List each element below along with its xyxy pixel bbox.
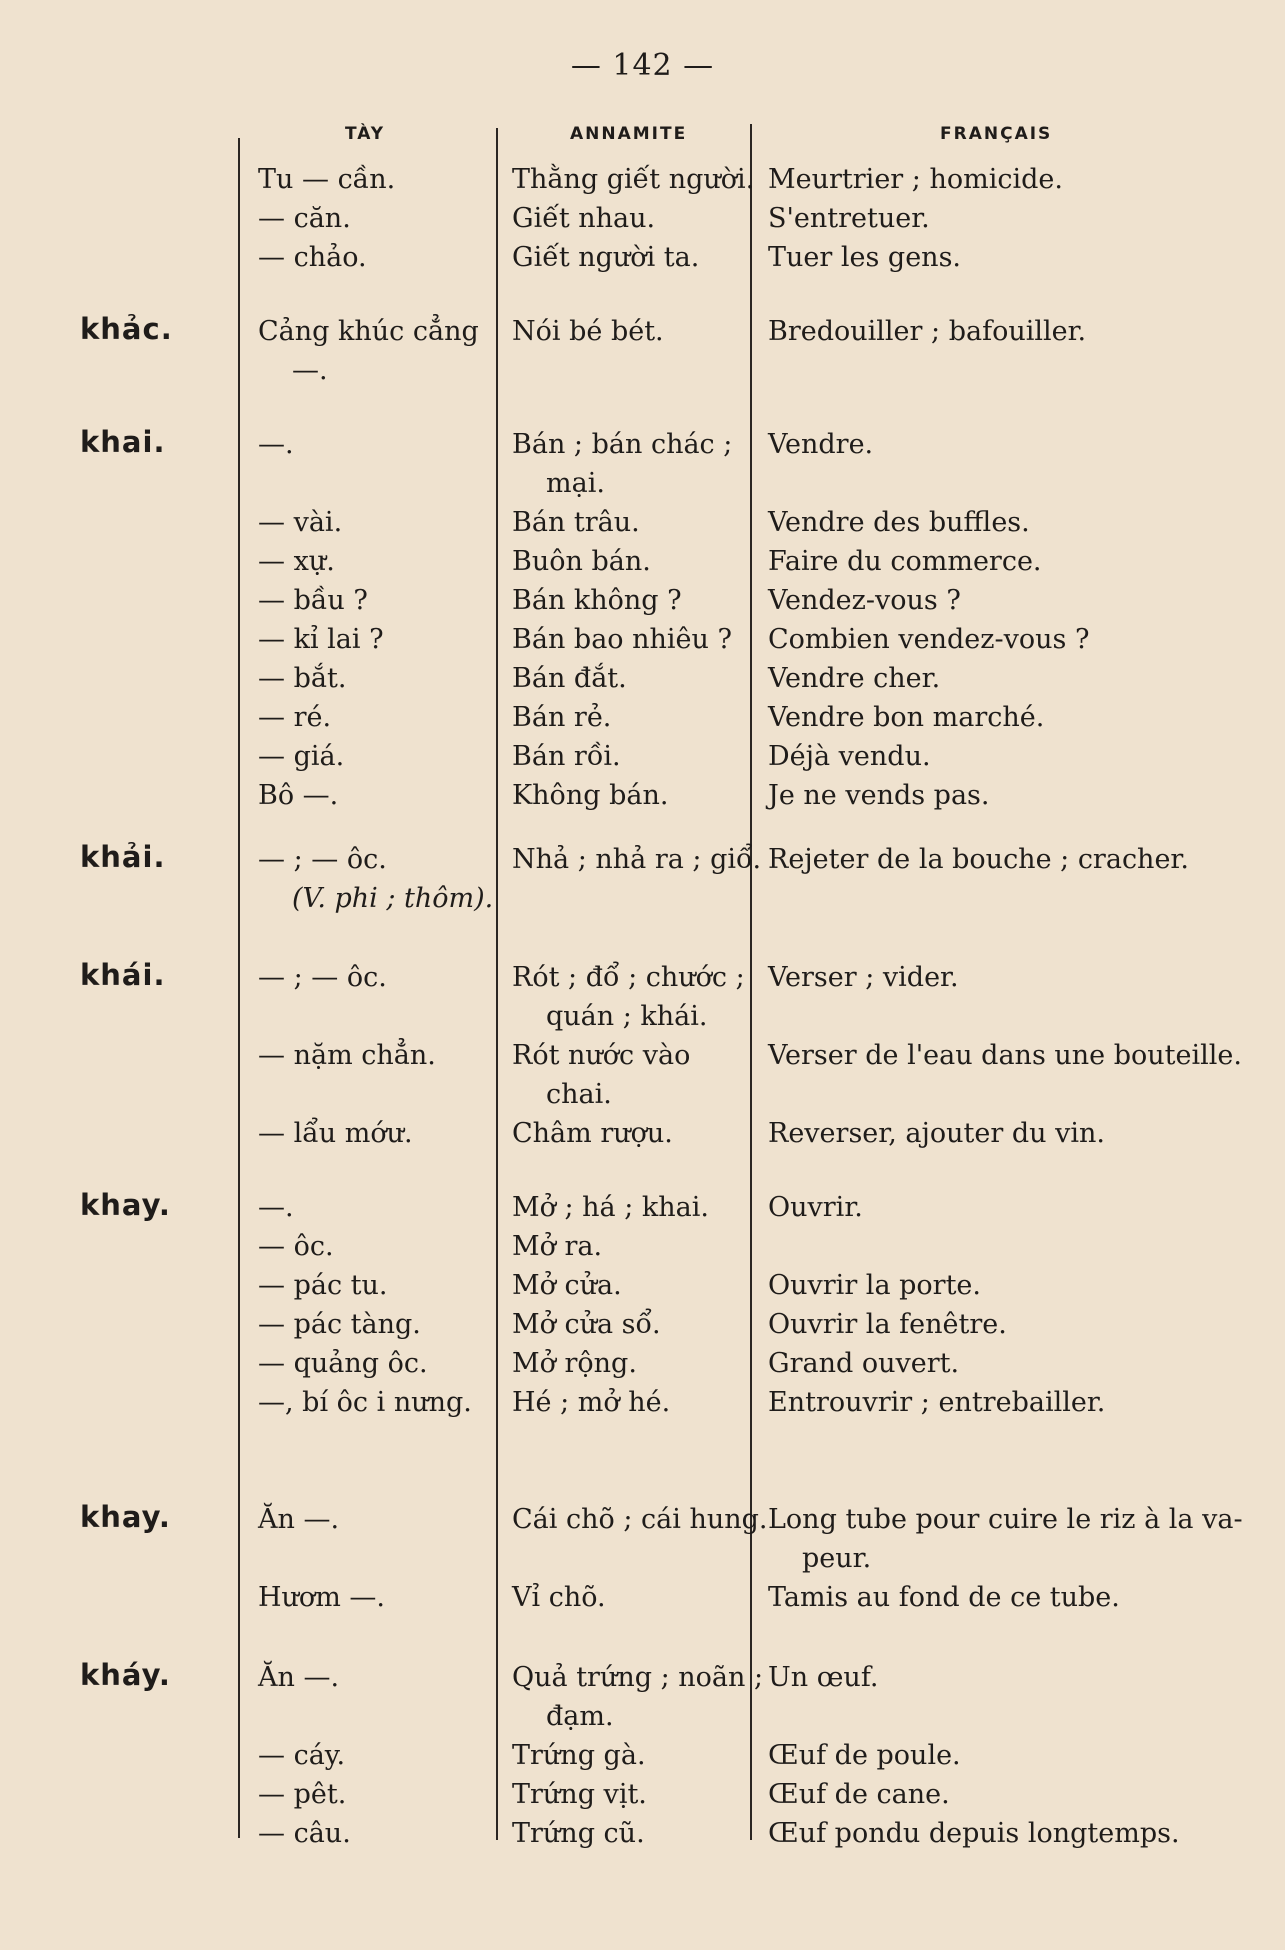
tay-term: —. — [258, 429, 294, 460]
french-translation: Entrouvrir ; entrebailler. — [768, 1387, 1106, 1418]
entry-row — [0, 1188, 1285, 1227]
entry-row — [0, 1500, 1285, 1578]
entry-row — [0, 698, 1285, 737]
annamite-line1: Quả trứng ; noãn ; — [512, 1662, 764, 1693]
annamite-translation — [512, 425, 750, 503]
annamite-line1: Rót ; đổ ; chước ; — [512, 962, 745, 993]
dictionary-entry — [0, 1658, 1285, 1853]
french-translation: Je ne vends pas. — [768, 780, 990, 811]
annamite-line1: Bán ; bán chác ; — [512, 429, 733, 460]
annamite-translation: Bán trâu. — [512, 507, 640, 538]
tay-term: — nặm chẳn. — [258, 1040, 436, 1071]
entry-row — [0, 312, 1285, 390]
tay-term: — vài. — [258, 507, 343, 538]
annamite-translation: Nói bé bét. — [512, 316, 664, 347]
tay-term: — giá. — [258, 741, 345, 772]
french-translation: Vendre cher. — [768, 663, 941, 694]
annamite-translation: Buôn bán. — [512, 546, 651, 577]
annamite-translation: Mở cửa sổ. — [512, 1309, 661, 1340]
french-translation: Meurtrier ; homicide. — [768, 164, 1063, 195]
dictionary-entry — [0, 958, 1285, 1153]
entry-row — [0, 1736, 1285, 1775]
entry-row — [0, 1227, 1285, 1266]
entry-row — [0, 1383, 1285, 1422]
tay-term: — ; — ôc. — [258, 962, 387, 993]
entry-row — [0, 1114, 1285, 1153]
entry-row — [0, 737, 1285, 776]
tay-term: Ăn —. — [258, 1504, 340, 1535]
entry-row — [0, 160, 1285, 199]
column-header-annamite: ANNAMITE — [570, 124, 688, 144]
tay-term: — kỉ lai ? — [258, 624, 384, 655]
entry-row — [0, 1036, 1285, 1114]
french-translation: Grand ouvert. — [768, 1348, 960, 1379]
french-translation: Tamis au fond de ce tube. — [768, 1582, 1120, 1613]
tay-term: — câu. — [258, 1818, 351, 1849]
page-number: — 142 — — [570, 48, 715, 83]
french-translation: Œuf pondu depuis longtemps. — [768, 1818, 1180, 1849]
annamite-translation: Trứng gà. — [512, 1740, 646, 1771]
entry-row — [0, 1305, 1285, 1344]
annamite-translation: Trứng cũ. — [512, 1818, 645, 1849]
entry-row — [0, 542, 1285, 581]
annamite-translation: Trứng vịt. — [512, 1779, 647, 1810]
column-header-francais: FRANÇAIS — [940, 124, 1053, 144]
entry-row — [0, 1578, 1285, 1617]
tay-term-line2: —. — [292, 355, 328, 386]
headword: khải. — [80, 840, 166, 874]
entry-row — [0, 1266, 1285, 1305]
french-translation: Déjà vendu. — [768, 741, 931, 772]
tay-term: — ôc. — [258, 1231, 334, 1262]
headword: khái. — [80, 958, 166, 992]
dictionary-entry — [0, 425, 1285, 815]
annamite-translation: Bán rẻ. — [512, 702, 612, 733]
annamite-translation: Bán rồi. — [512, 741, 621, 772]
annamite-line2: quán ; khái. — [546, 1001, 708, 1032]
french-translation: Faire du commerce. — [768, 546, 1042, 577]
french-translation: Œuf de poule. — [768, 1740, 961, 1771]
french-translation: Vendre. — [768, 429, 874, 460]
french-translation: Ouvrir. — [768, 1192, 863, 1223]
dictionary-entry — [0, 1188, 1285, 1422]
annamite-translation: Hé ; mở hé. — [512, 1387, 671, 1418]
entry-row — [0, 620, 1285, 659]
french-translation — [768, 1500, 1243, 1578]
annamite-translation: Bán đắt. — [512, 663, 627, 694]
tay-term: — pêt. — [258, 1779, 347, 1810]
french-translation: Vendre bon marché. — [768, 702, 1045, 733]
annamite-translation — [512, 1036, 750, 1114]
tay-cross-reference: (V. phi ; thôm). — [292, 883, 494, 914]
french-translation: Rejeter de la bouche ; cracher. — [768, 844, 1189, 875]
annamite-translation — [512, 958, 750, 1036]
dictionary-entry — [0, 160, 1285, 277]
annamite-line2: chai. — [546, 1079, 612, 1110]
french-translation: Vendre des buffles. — [768, 507, 1030, 538]
annamite-translation: Nhả ; nhả ra ; giổ. — [512, 844, 762, 875]
headword: khay. — [80, 1500, 171, 1534]
annamite-translation: Bán bao nhiêu ? — [512, 624, 732, 655]
annamite-translation: Mở ra. — [512, 1231, 603, 1262]
entry-row — [0, 1344, 1285, 1383]
annamite-translation: Vỉ chõ. — [512, 1582, 606, 1613]
tay-term: —, bí ôc i nưng. — [258, 1387, 472, 1418]
tay-term: — chảo. — [258, 242, 367, 273]
annamite-translation: Cái chõ ; cái hung. — [512, 1504, 768, 1535]
entry-row — [0, 1814, 1285, 1853]
tay-term: Ăn —. — [258, 1662, 340, 1693]
tay-term — [258, 312, 494, 390]
entry-row — [0, 958, 1285, 1036]
tay-term: Tu — cần. — [258, 164, 396, 195]
french-translation: Bredouiller ; bafouiller. — [768, 316, 1087, 347]
annamite-line2: mại. — [546, 468, 605, 499]
french-translation: Verser de l'eau dans une bouteille. — [768, 1040, 1242, 1071]
annamite-translation — [512, 1658, 764, 1736]
entry-row — [0, 199, 1285, 238]
entry-row — [0, 503, 1285, 542]
french-translation: Reverser, ajouter du vin. — [768, 1118, 1105, 1149]
dictionary-entry — [0, 312, 1285, 390]
entry-row — [0, 1775, 1285, 1814]
headword: kháy. — [80, 1658, 171, 1692]
french-translation: Œuf de cane. — [768, 1779, 950, 1810]
dictionary-entry — [0, 840, 1285, 918]
tay-term-line1: Cảng khúc cẳng — [258, 316, 479, 347]
tay-term: — quảng ôc. — [258, 1348, 428, 1379]
annamite-translation: Giết người ta. — [512, 242, 700, 273]
tay-term: — ré. — [258, 702, 332, 733]
headword: khai. — [80, 425, 166, 459]
annamite-line1: Rót nước vào — [512, 1040, 691, 1071]
french-translation: Verser ; vider. — [768, 962, 959, 993]
tay-term: Bô —. — [258, 780, 339, 811]
tay-term: — pác tàng. — [258, 1309, 421, 1340]
french-translation: Combien vendez-vous ? — [768, 624, 1090, 655]
headword: khay. — [80, 1188, 171, 1222]
column-header-tay: TÀY — [345, 124, 386, 144]
annamite-line2: đạm. — [546, 1701, 614, 1732]
tay-term: Hươm —. — [258, 1582, 385, 1613]
tay-term: — pác tu. — [258, 1270, 388, 1301]
entry-row — [0, 581, 1285, 620]
annamite-translation: Mở cửa. — [512, 1270, 622, 1301]
entry-row — [0, 659, 1285, 698]
french-line2: peur. — [802, 1543, 872, 1574]
annamite-translation: Châm rượu. — [512, 1118, 673, 1149]
entry-row — [0, 238, 1285, 277]
entry-row — [0, 425, 1285, 503]
entry-row — [0, 840, 1285, 918]
annamite-translation: Mở rộng. — [512, 1348, 637, 1379]
annamite-translation: Thằng giết người. — [512, 164, 755, 195]
headword: khảc. — [80, 312, 173, 346]
french-translation: Ouvrir la porte. — [768, 1270, 981, 1301]
tay-term: — căn. — [258, 203, 351, 234]
annamite-translation: Bán không ? — [512, 585, 682, 616]
annamite-translation: Mở ; há ; khai. — [512, 1192, 709, 1223]
french-translation: Tuer les gens. — [768, 242, 962, 273]
tay-term — [258, 840, 494, 918]
annamite-translation: Không bán. — [512, 780, 669, 811]
french-translation: Ouvrir la fenêtre. — [768, 1309, 1007, 1340]
tay-term: — lẩu mớư. — [258, 1118, 413, 1149]
tay-term: —. — [258, 1192, 294, 1223]
tay-term: — bắt. — [258, 663, 347, 694]
annamite-translation: Giết nhau. — [512, 203, 656, 234]
dictionary-entry — [0, 1500, 1285, 1617]
french-translation: Un œuf. — [768, 1662, 879, 1693]
french-translation: S'entretuer. — [768, 203, 930, 234]
french-translation: Vendez-vous ? — [768, 585, 961, 616]
tay-term: — xự. — [258, 546, 335, 577]
entry-row — [0, 1658, 1285, 1736]
entry-row — [0, 776, 1285, 815]
tay-term-line1: — ; — ôc. — [258, 844, 387, 875]
tay-term: — bầu ? — [258, 585, 368, 616]
french-line1: Long tube pour cuire le riz à la va- — [768, 1504, 1243, 1535]
tay-term: — cáy. — [258, 1740, 346, 1771]
